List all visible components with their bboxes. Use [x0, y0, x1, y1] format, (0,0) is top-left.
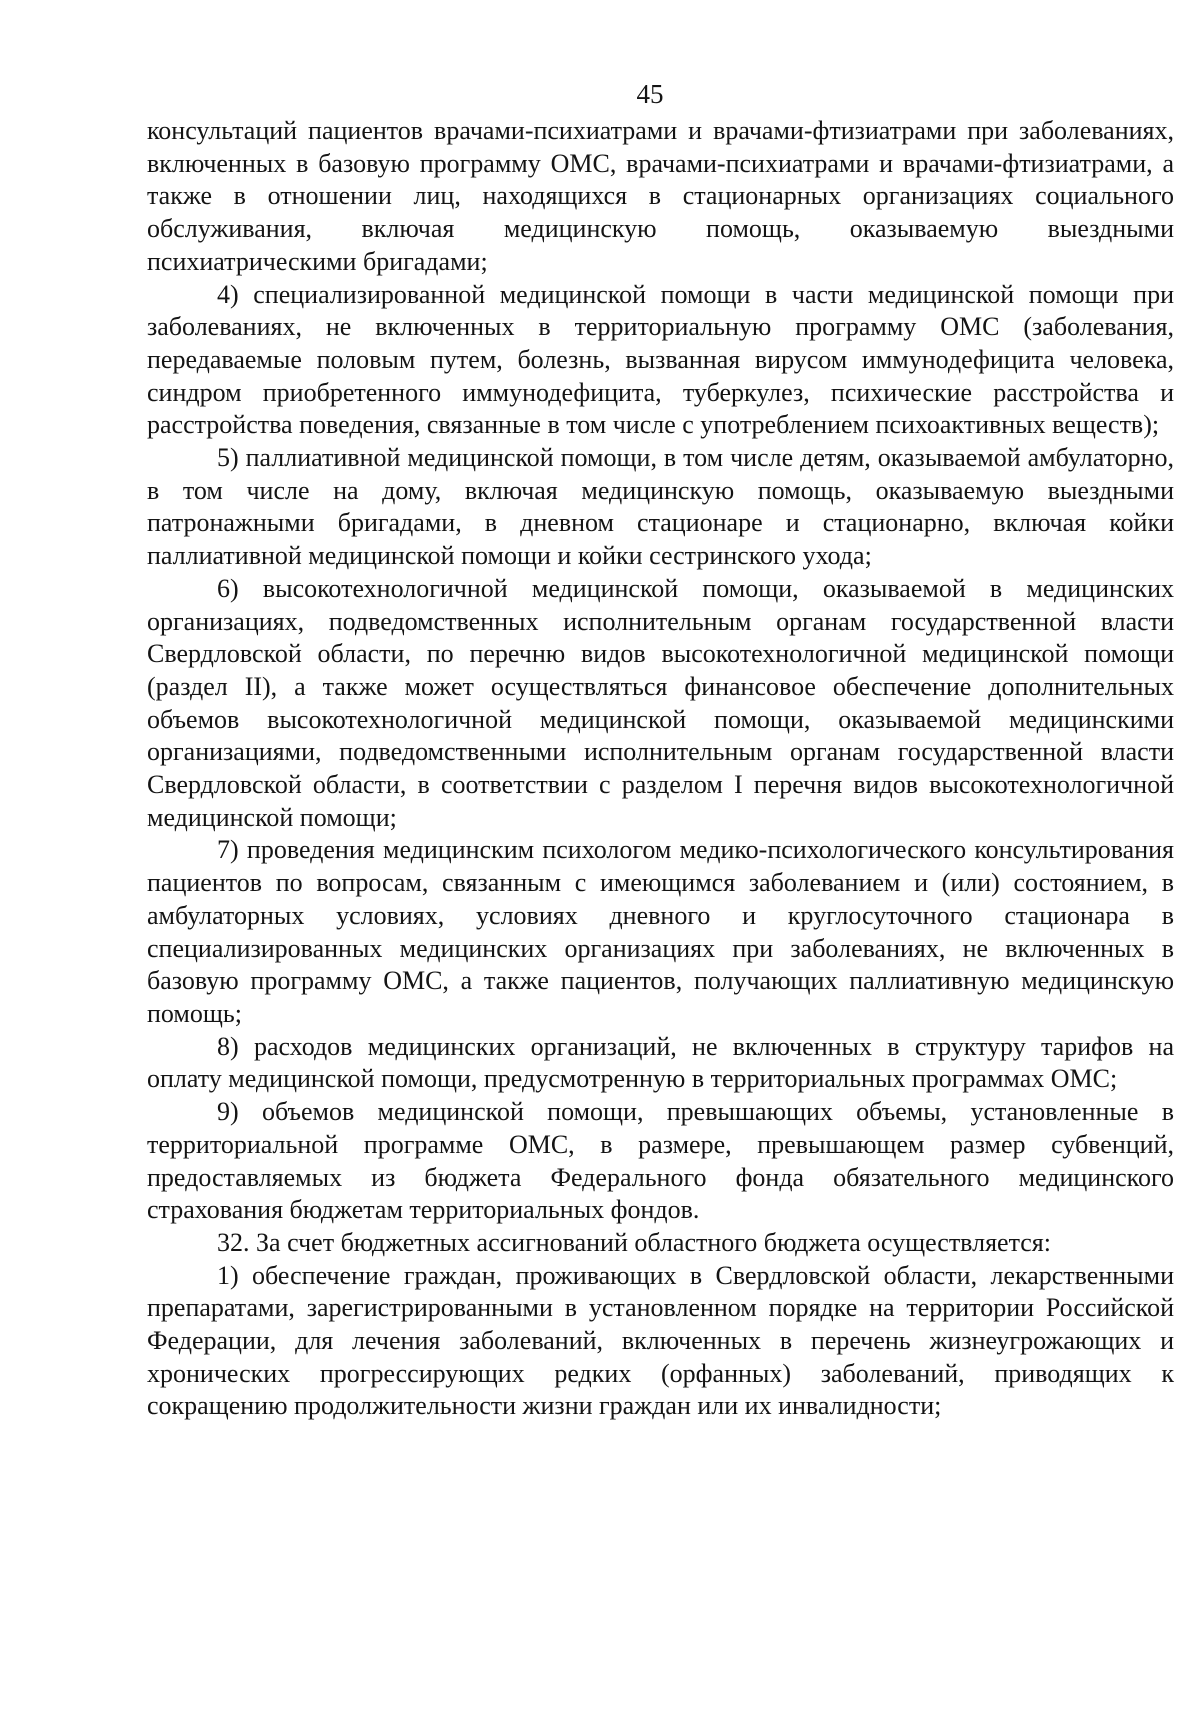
paragraph-section-32-item-1: 1) обеспечение граждан, проживающих в Свердловской области, лекарственными препаратами, зарегистрированными в установленном порядке на территории Российской Федерации, для лечения заболеваний, включенных в перечень жизнеугрожающих и хронических прогрессирующих редких (орфанных) заболеваний, приводящих к сокращению продолжительности жизни граждан или их инвалидности;: [147, 1260, 1174, 1421]
paragraph-item-4: 4) специализированной медицинской помощи в части медицинской помощи при заболеваниях, не включенных в территориальную программу ОМС (заболевания, передаваемые половым путем, болезнь, вызванная вирусом иммунодефицита человека, синдром приобретенного иммунодефицита, туберкулез, психические расстройства и расстройства поведения, связанные в том числе с употреблением психоактивных веществ);: [147, 279, 1174, 440]
paragraph-item-6: 6) высокотехнологичной медицинской помощи, оказываемой в медицинских организациях, подведомственных исполнительным органам государственной власти Свердловской области, по перечню видов высокотехнологичной медицинской помощи (раздел II), а также может осуществляться финансовое обеспечение дополнительных объемов высокотехнологичной медицинской помощи, оказываемой медицинскими организациями, подведомственными исполнительным органам государственной власти Свердловской области, в соответствии с разделом I перечня видов высокотехнологичной медицинской помощи;: [147, 573, 1174, 832]
page-number: 45: [636, 79, 664, 109]
document-body: [147, 115, 1174, 1423]
paragraph-item-7: 7) проведения медицинским психологом медико-психологического консультирования пациентов по вопросам, связанным с имеющимся заболеванием и (или) состоянием, в амбулаторных условиях, условиях дневного и круглосуточного стационара в специализированных медицинских организациях при заболеваниях, не включенных в базовую программу ОМС, а также пациентов, получающих паллиативную медицинскую помощь;: [147, 835, 1174, 1028]
paragraph-item-5: 5) паллиативной медицинской помощи, в том числе детям, оказываемой амбулаторно, в том числе на дому, включая медицинскую помощь, оказываемую выездными патронажными бригадами, в дневном стационаре и стационарно, включая койки паллиативной медицинской помощи и койки сестринского ухода;: [147, 443, 1174, 571]
paragraph-continuation: консультаций пациентов врачами-психиатрами и врачами-фтизиатрами при заболеваниях, включенных в базовую программу ОМС, врачами-психиатрами и врачами-фтизиатрами, а также в отношении лиц, находящихся в стационарных организациях социального обслуживания, включая медицинскую помощь, оказываемую выездными психиатрическими бригадами;: [147, 116, 1174, 276]
paragraph-section-32: 32. За счет бюджетных ассигнований областного бюджета осуществляется:: [217, 1227, 1051, 1257]
paragraph-item-9: 9) объемов медицинской помощи, превышающих объемы, установленные в территориальной программе ОМС, в размере, превышающем размер субвенций, предоставляемых из бюджета Федерального фонда обязательного медицинского страхования бюджетам территориальных фондов.: [147, 1097, 1174, 1225]
paragraph-item-8: 8) расходов медицинских организаций, не включенных в структуру тарифов на оплату медицинской помощи, предусмотренную в территориальных программах ОМС;: [147, 1031, 1174, 1094]
